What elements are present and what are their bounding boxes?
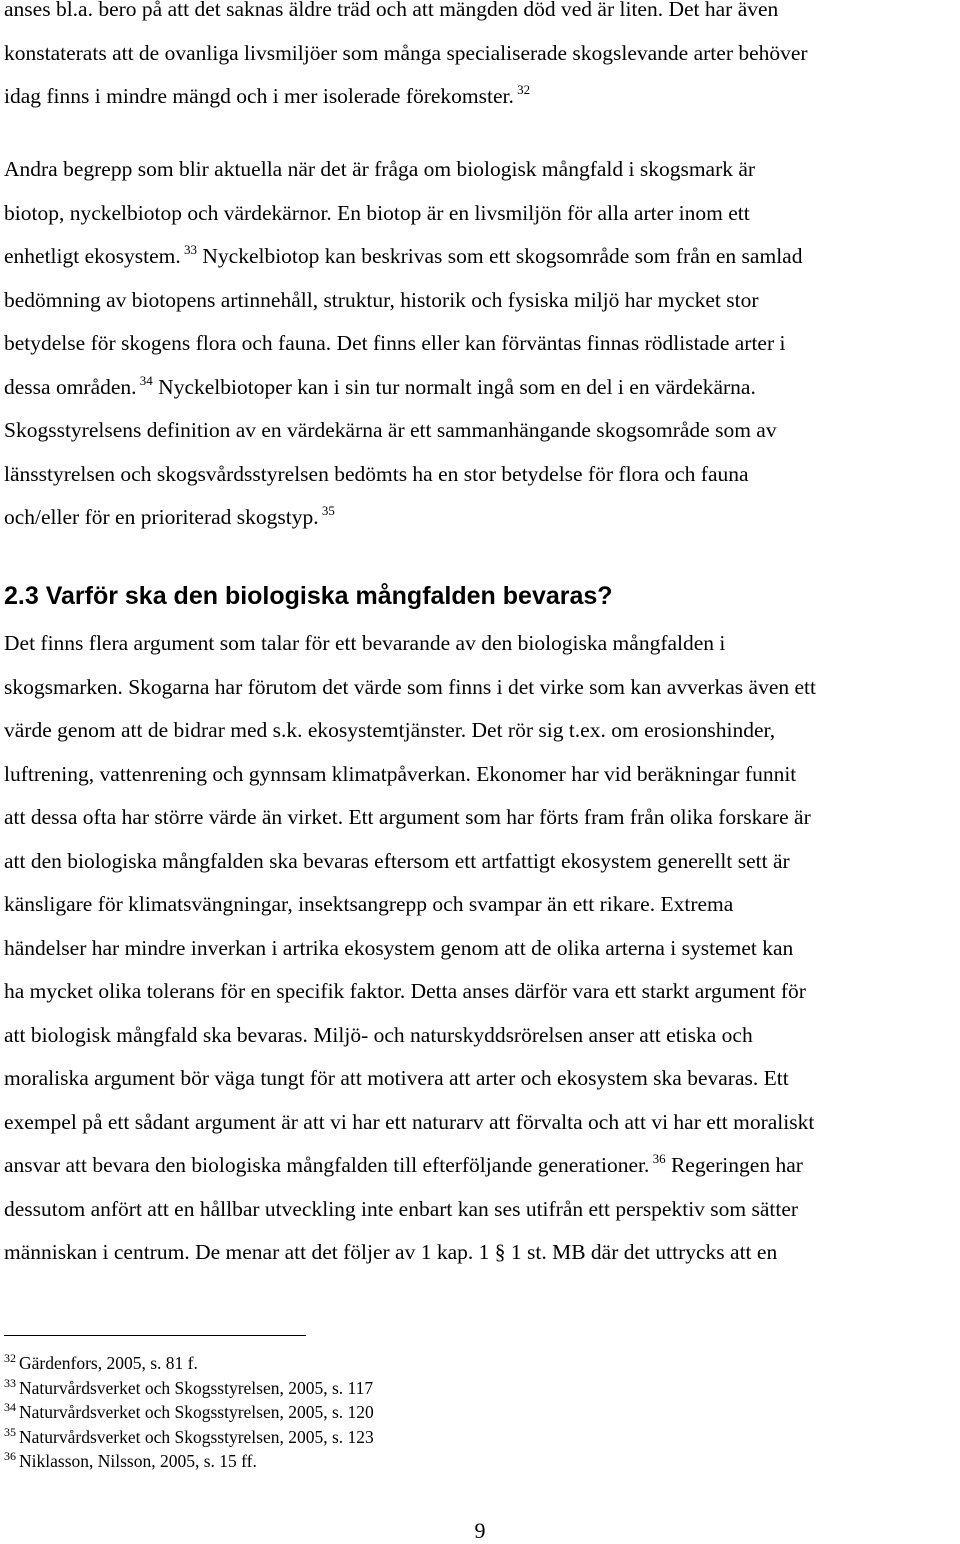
text-line bbox=[4, 840, 954, 884]
text-line bbox=[4, 235, 954, 279]
footnote-number: 33 bbox=[4, 1375, 16, 1390]
text-line bbox=[4, 1057, 954, 1101]
text-line bbox=[4, 709, 954, 753]
text-run: bedömning av biotopens artinnehåll, struktur, historik och fysiska miljö har mycket stor bbox=[4, 287, 759, 312]
text-run: händelser har mindre inverkan i artrika ekosystem genom att de olika arterna i systemet kan bbox=[4, 935, 794, 960]
text-run: att den biologiska mångfalden ska bevaras eftersom ett artfattigt ekosystem generellt sett är bbox=[4, 848, 790, 873]
text-run: Det finns flera argument som talar för ett bevarande av den biologiska mångfalden i bbox=[4, 631, 726, 655]
text-line bbox=[4, 366, 954, 410]
text-line bbox=[4, 409, 954, 453]
text-run: Regeringen har bbox=[665, 1153, 803, 1177]
footnote bbox=[4, 1425, 374, 1450]
text-line bbox=[4, 1014, 954, 1058]
text-run: dessa områden. bbox=[4, 374, 137, 399]
paragraph-2 bbox=[4, 148, 954, 540]
text-run: enhetligt ekosystem. bbox=[4, 244, 181, 268]
footnote-list bbox=[4, 1351, 374, 1474]
footnote-number: 35 bbox=[4, 1424, 16, 1439]
text-line bbox=[4, 32, 954, 76]
text-run: länsstyrelsen och skogsvårdsstyrelsen bedömts ha en stor betydelse för flora och fauna bbox=[4, 461, 749, 486]
footnote-text: Naturvårdsverket och Skogsstyrelsen, 2005, s. 123 bbox=[19, 1426, 374, 1447]
text-line bbox=[4, 1188, 954, 1232]
text-line bbox=[4, 666, 954, 710]
footnote bbox=[4, 1351, 374, 1376]
text-run: biotop, nyckelbiotop och värdekärnor. En biotop är en livsmiljön för alla arter inom ett bbox=[4, 200, 750, 225]
text-line bbox=[4, 0, 954, 32]
text-run: värde genom att de bidrar med s.k. ekosystemtjänster. Det rör sig t.ex. om erosionshinder, bbox=[4, 718, 776, 742]
text-run: Nyckelbiotoper kan i sin tur normalt ingå som en del i en värdekärna. bbox=[152, 374, 756, 399]
text-run: exempel på ett sådant argument är att vi har ett naturarv att förvalta och att vi har ett moraliskt bbox=[4, 1109, 815, 1134]
text-line bbox=[4, 75, 954, 119]
text-line bbox=[4, 322, 954, 366]
text-line bbox=[4, 148, 954, 192]
footnote-number: 36 bbox=[4, 1449, 16, 1463]
footnote-number: 34 bbox=[4, 1400, 16, 1414]
text-line bbox=[4, 883, 954, 927]
text-run: Skogsstyrelsens definition av en värdekärna är ett sammanhängande skogsområde som av bbox=[4, 418, 777, 442]
text-line bbox=[4, 927, 954, 971]
text-run: luftrening, vattenrening och gynnsam klimatpåverkan. Ekonomer har vid beräkningar funnit bbox=[4, 761, 797, 786]
page-number: 9 bbox=[474, 1518, 486, 1543]
text-run: konstaterats att de ovanliga livsmiljöer som många specialiserade skogslevande arter behöver bbox=[4, 40, 808, 65]
text-run: idag finns i mindre mängd och i mer isolerade förekomster. bbox=[4, 84, 514, 108]
footnote-reference: 32 bbox=[513, 82, 531, 97]
paragraph-1 bbox=[4, 0, 954, 119]
text-line bbox=[4, 796, 954, 840]
text-line bbox=[4, 279, 954, 323]
text-line bbox=[4, 192, 954, 236]
footnote-reference: 33 bbox=[180, 242, 197, 257]
text-line bbox=[4, 753, 954, 797]
text-run: människan i centrum. De menar att det följer av 1 kap. 1 § 1 st. MB där det uttrycks att en bbox=[4, 1240, 778, 1264]
text-run: känsligare för klimatsvängningar, insektsangrepp och svampar än ett rikare. Extrema bbox=[4, 892, 734, 916]
text-line bbox=[4, 1144, 954, 1188]
footnote bbox=[4, 1400, 374, 1425]
text-run: anses bl.a. bero på att det saknas äldre träd och att mängden död ved är liten. Det har även bbox=[4, 0, 779, 21]
paragraph-3 bbox=[4, 622, 954, 1275]
footnote-number: 32 bbox=[4, 1351, 16, 1365]
text-run: ha mycket olika tolerans för en specifik faktor. Detta anses därför vara ett starkt argument för bbox=[4, 979, 806, 1003]
text-run: Andra begrepp som blir aktuella när det är fråga om biologisk mångfald i skogsmark är bbox=[4, 157, 756, 181]
text-line bbox=[4, 970, 954, 1014]
text-line bbox=[4, 622, 954, 666]
text-run: ansvar att bevara den biologiska mångfalden till efterföljande generationer. bbox=[4, 1153, 650, 1177]
footnote-text: Gärdenfors, 2005, s. 81 f. bbox=[19, 1353, 198, 1373]
footnote-text: Naturvårdsverket och Skogsstyrelsen, 2005, s. 117 bbox=[19, 1377, 374, 1398]
text-run: att biologisk mångfald ska bevaras. Miljö- och naturskyddsrörelsen anser att etiska och bbox=[4, 1022, 753, 1047]
text-run: moraliska argument bör väga tungt för att motivera att arter och ekosystem ska bevaras. Ett bbox=[4, 1066, 789, 1090]
footnote-divider bbox=[4, 1335, 306, 1336]
footnote-reference: 36 bbox=[649, 1151, 666, 1166]
text-run: att dessa ofta har större värde än virket. Ett argument som har förts fram från olika forskare är bbox=[4, 805, 811, 829]
text-line bbox=[4, 453, 954, 497]
text-line bbox=[4, 1231, 954, 1275]
text-line bbox=[4, 496, 954, 540]
footnote-reference: 34 bbox=[136, 372, 153, 388]
footnote-text: Niklasson, Nilsson, 2005, s. 15 ff. bbox=[19, 1451, 257, 1471]
text-run: skogsmarken. Skogarna har förutom det värde som finns i det virke som kan avverkas även ett bbox=[4, 674, 817, 699]
text-line bbox=[4, 1101, 954, 1145]
text-run: dessutom anfört att en hållbar utveckling inte enbart kan ses utifrån ett perspektiv som sätter bbox=[4, 1196, 799, 1221]
text-run: Nyckelbiotop kan beskrivas som ett skogsområde som från en samlad bbox=[197, 244, 803, 268]
footnote-reference: 35 bbox=[318, 503, 335, 518]
section-heading: 2.3 Varför ska den biologiska mångfalden bevaras? bbox=[4, 582, 613, 610]
text-run: och/eller för en prioriterad skogstyp. bbox=[4, 505, 319, 529]
footnote-text: Naturvårdsverket och Skogsstyrelsen, 2005, s. 120 bbox=[19, 1402, 374, 1422]
footnote bbox=[4, 1449, 374, 1474]
footnote bbox=[4, 1376, 374, 1401]
text-run: betydelse för skogens flora och fauna. Det finns eller kan förväntas finnas rödlistade arter i bbox=[4, 331, 786, 355]
